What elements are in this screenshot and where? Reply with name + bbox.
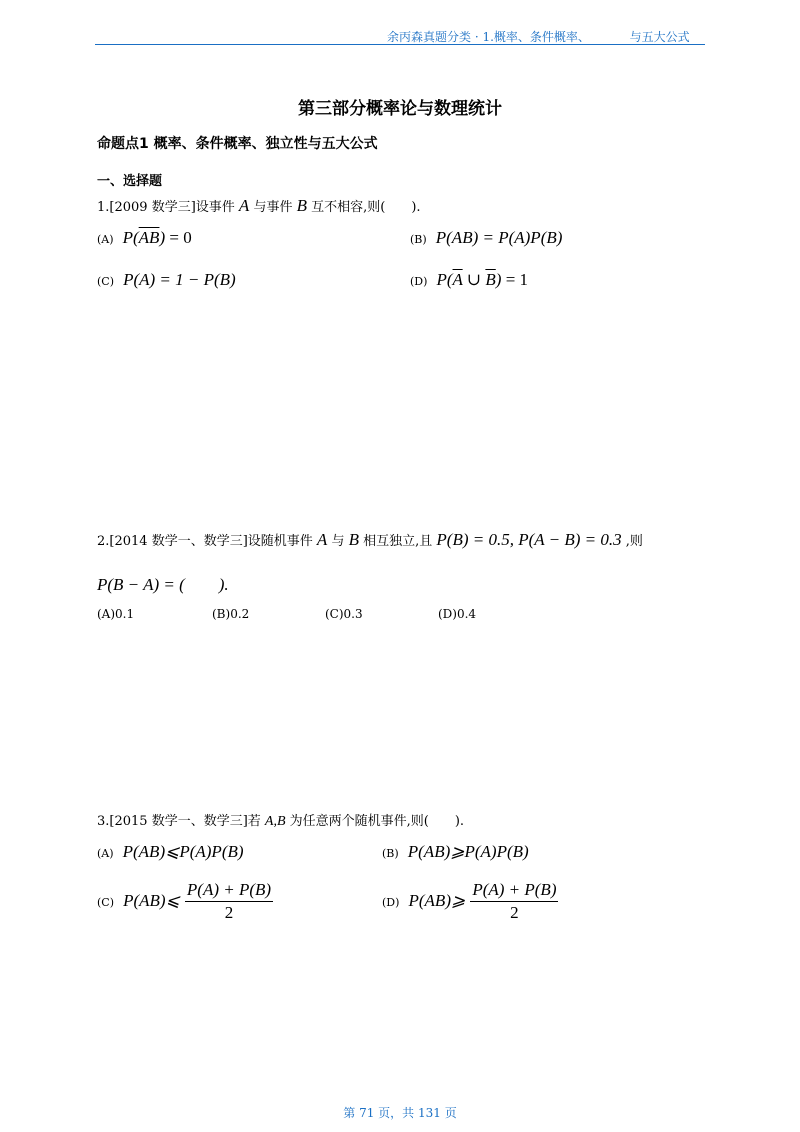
q1-option-d-math: $P(\overline{A}$ ∪ $\overline{B}) = 1$ [436,270,529,289]
q1-mid: 与事件 [253,200,293,215]
page-title: 第三部分概率论与数理统计 [298,99,502,119]
q3-vars: A,B [264,814,286,829]
q2-mid2: 相互独立,且 [363,534,433,549]
page-footer: 第 71 页，共 131 页 [343,1106,457,1120]
q1-prefix: 1.[2009 数学三]设事件 [97,200,235,215]
q3-option-c-denominator: 2 [224,903,234,922]
q3-option-d-numerator: P(A) + P(B) [470,880,558,902]
q2-line2: P(B − A) = ( ). [97,575,229,594]
q2-suffix: ,则 [625,534,643,549]
q2-option-d-label: (D) [438,607,457,621]
q2-option-c[interactable] [325,607,363,621]
q2-event-a: A [316,530,328,549]
q3-option-b-label: (B) [382,847,399,860]
q2-event-b: B [348,530,359,549]
header-left-text: 余丙森真题分类 · 1.概率、条件概率、 [387,30,590,44]
section-heading: 一、选择题 [97,174,163,189]
question-3-stem [97,810,464,830]
q3-option-d-denominator: 2 [510,903,519,922]
q1-event-a: A [238,196,250,215]
header-divider [95,44,705,45]
q2-option-d-value: 0.4 [456,607,477,621]
q3-option-a[interactable] [97,842,244,862]
q3-option-c-lhs: P(AB)⩽ [123,891,180,910]
q3-option-a-label: (A) [97,847,114,860]
q2-option-c-value: 0.3 [343,607,363,621]
topic-heading: 命题点1 概率、条件概率、独立性与五大公式 [97,136,378,152]
q2-option-b-value: 0.2 [230,607,250,621]
q2-mid: 与 [331,534,345,549]
q1-option-c-label: (C) [97,275,114,288]
q1-option-c[interactable] [97,270,236,290]
header-breadcrumb [387,28,690,45]
q3-option-d-lhs: P(AB)⩾ [408,891,466,910]
q2-option-a[interactable] [97,607,134,621]
q1-event-b: B [296,196,307,215]
q3-prefix: 3.[2015 数学一、数学三]若 [97,814,261,829]
q1-suffix: 互不相容,则( ). [311,200,421,215]
question-1-stem [97,196,421,216]
header-right-text: 与五大公式 [629,30,690,44]
q2-prefix: 2.[2014 数学一、数学三]设随机事件 [97,534,313,549]
q3-option-c-numerator: P(A) + P(B) [185,880,273,902]
q3-option-b[interactable] [382,842,529,862]
q3-option-d-label: (D) [382,896,400,909]
q2-condition: P(B) = 0.5, P(A − B) = 0.3 [436,530,622,549]
q2-option-c-label: (C) [325,607,344,621]
q3-option-c-fraction [185,880,273,923]
q3-option-d[interactable] [382,880,558,923]
q1-option-b-math: P(AB) = P(A)P(B) [435,228,563,247]
q3-option-b-math: P(AB)⩾P(A)P(B) [407,842,529,861]
q1-option-a-math: $P(\overline{AB}) = 0$ [122,228,192,247]
q1-option-a-label: (A) [97,233,114,246]
q2-option-a-value: 0.1 [115,607,135,621]
q3-suffix: 为任意两个随机事件,则( ). [289,814,465,829]
q1-option-d[interactable] [410,270,528,290]
q3-option-c[interactable] [97,880,273,923]
q3-option-c-label: (C) [97,896,114,909]
q2-option-d[interactable] [438,607,476,621]
q1-option-d-label: (D) [410,275,428,288]
q2-option-b[interactable] [212,607,249,621]
q3-option-d-fraction [470,880,558,923]
q1-option-c-math: P(A) = 1 − P(B) [123,270,236,289]
q1-option-a[interactable] [97,228,192,248]
q1-option-b[interactable] [410,228,562,248]
q3-option-a-math: P(AB)⩽P(A)P(B) [122,842,244,861]
q2-option-a-label: (A) [97,607,116,621]
q2-option-b-label: (B) [212,607,231,621]
question-2-line2 [97,570,229,595]
question-2-stem [97,530,643,550]
q1-option-b-label: (B) [410,233,427,246]
